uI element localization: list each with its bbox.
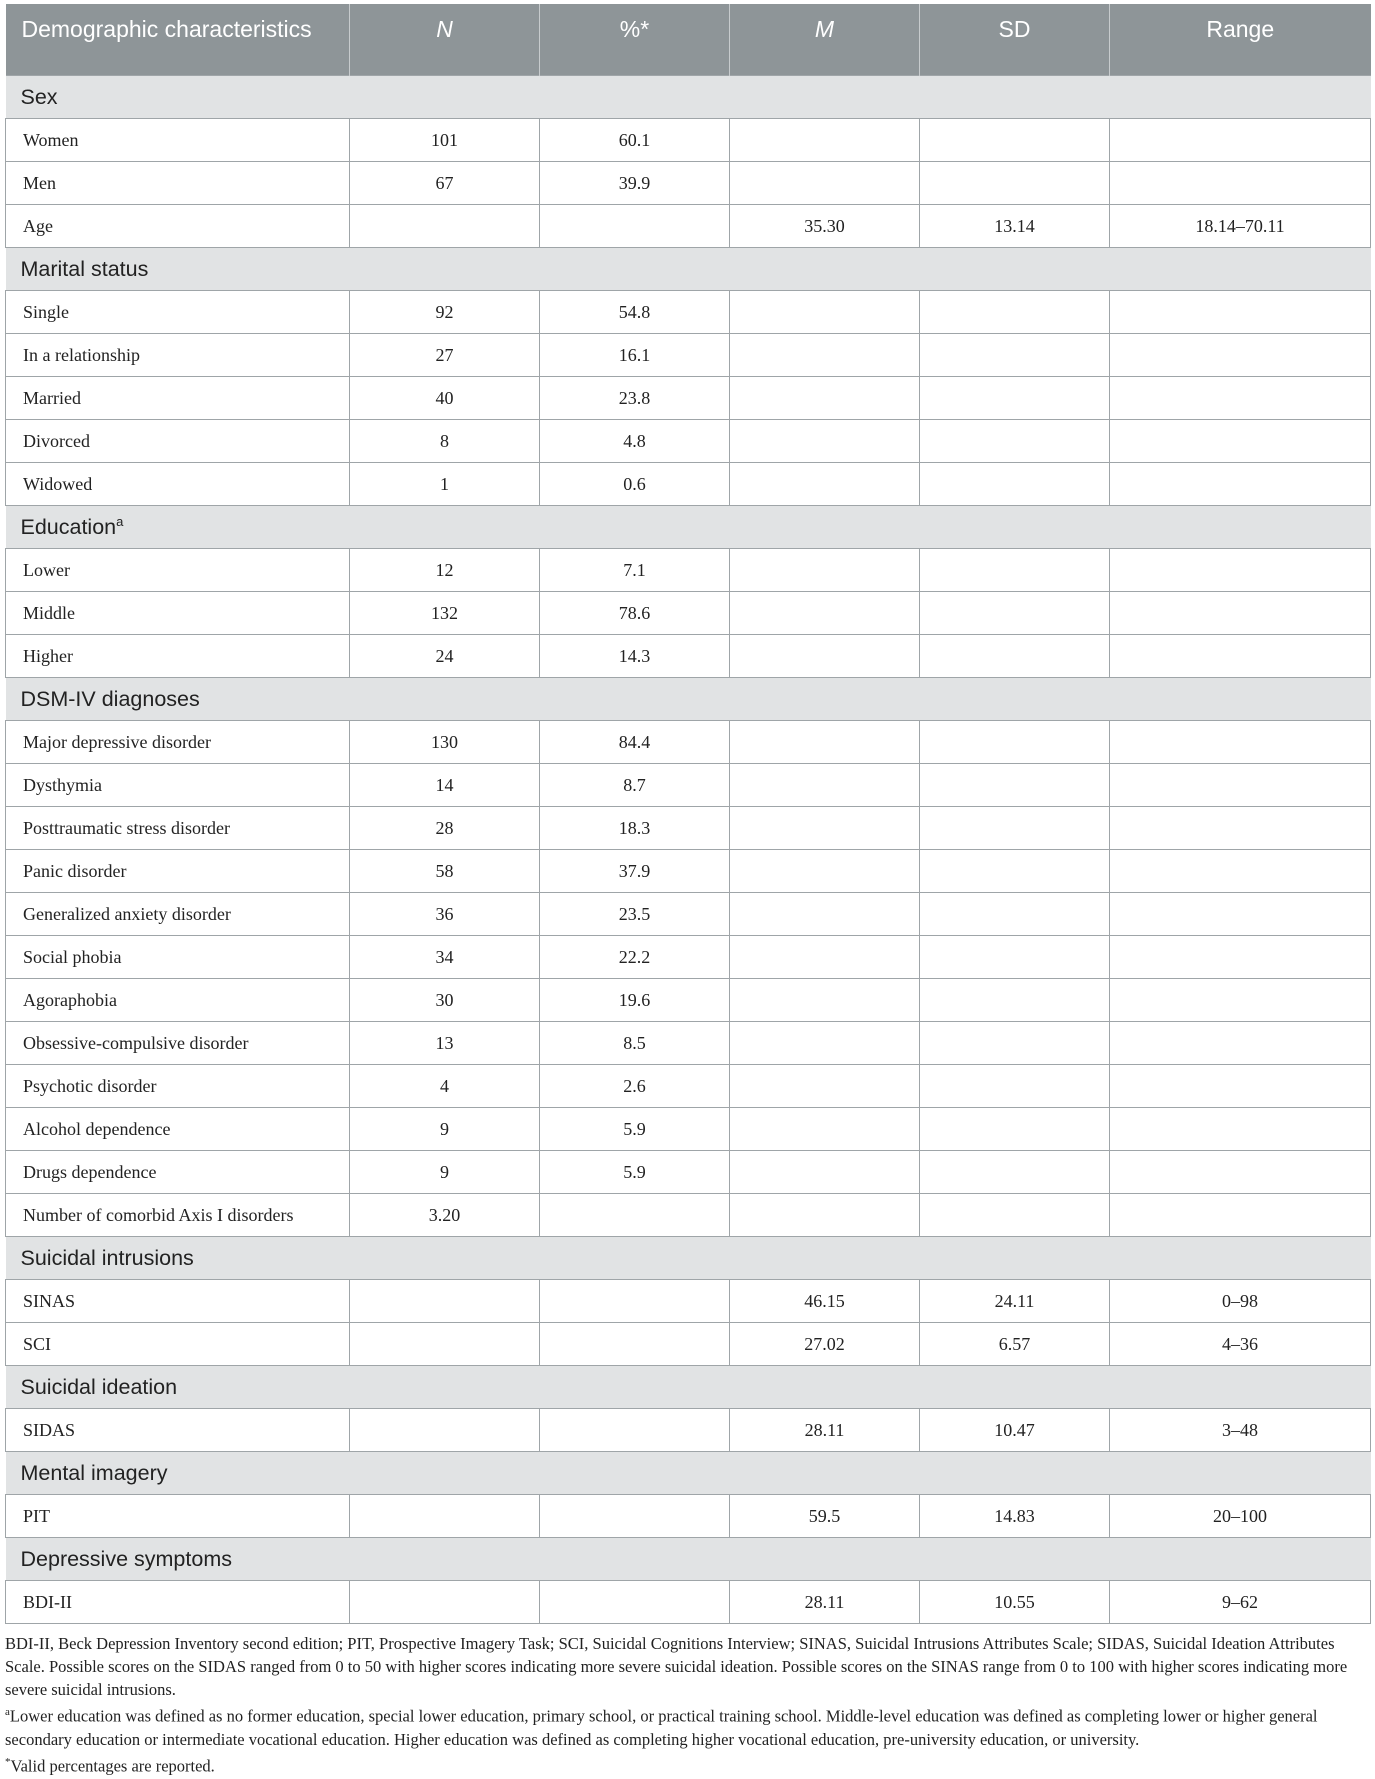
- cell-range: 20–100: [1110, 1495, 1371, 1538]
- cell-mean: [730, 119, 920, 162]
- cell-mean: 28.11: [730, 1409, 920, 1452]
- cell-mean: [730, 291, 920, 334]
- cell-sd: [920, 850, 1110, 893]
- cell-range: [1110, 721, 1371, 764]
- table-row: [6, 893, 1371, 936]
- cell-percent: [540, 205, 730, 248]
- cell-label: BDI-II: [6, 1581, 350, 1624]
- cell-range: [1110, 850, 1371, 893]
- cell-label: Men: [6, 162, 350, 205]
- section-title-text: Suicidal intrusions: [20, 1245, 194, 1270]
- cell-sd: [920, 119, 1110, 162]
- section-title: [6, 506, 1371, 549]
- cell-n: 24: [350, 635, 540, 678]
- cell-mean: [730, 850, 920, 893]
- cell-mean: [730, 764, 920, 807]
- cell-mean: [730, 979, 920, 1022]
- header-range: Range: [1110, 4, 1371, 76]
- cell-n: [350, 1581, 540, 1624]
- table-row: [6, 119, 1371, 162]
- cell-sd: [920, 420, 1110, 463]
- cell-n: 30: [350, 979, 540, 1022]
- cell-range: 0–98: [1110, 1280, 1371, 1323]
- section-title-text: Suicidal ideation: [20, 1374, 178, 1399]
- cell-label: Agoraphobia: [6, 979, 350, 1022]
- cell-n: 4: [350, 1065, 540, 1108]
- cell-range: [1110, 119, 1371, 162]
- cell-label: In a relationship: [6, 334, 350, 377]
- table-row: [6, 807, 1371, 850]
- cell-n: 130: [350, 721, 540, 764]
- cell-mean: 59.5: [730, 1495, 920, 1538]
- cell-n: 3.20: [350, 1194, 540, 1237]
- table-row: [6, 936, 1371, 979]
- section-header-row: [6, 76, 1371, 119]
- cell-sd: 24.11: [920, 1280, 1110, 1323]
- cell-sd: [920, 764, 1110, 807]
- cell-range: [1110, 893, 1371, 936]
- cell-label: Dysthymia: [6, 764, 350, 807]
- cell-mean: [730, 1022, 920, 1065]
- cell-percent: [540, 1280, 730, 1323]
- cell-mean: [730, 721, 920, 764]
- cell-sd: [920, 1065, 1110, 1108]
- cell-n: 1: [350, 463, 540, 506]
- section-title: [6, 1366, 1371, 1409]
- cell-sd: [920, 291, 1110, 334]
- cell-percent: 37.9: [540, 850, 730, 893]
- cell-label: Alcohol dependence: [6, 1108, 350, 1151]
- cell-label: Generalized anxiety disorder: [6, 893, 350, 936]
- cell-n: [350, 1323, 540, 1366]
- cell-label: Drugs dependence: [6, 1151, 350, 1194]
- table-row: [6, 1151, 1371, 1194]
- cell-range: [1110, 463, 1371, 506]
- cell-range: [1110, 377, 1371, 420]
- cell-label: PIT: [6, 1495, 350, 1538]
- cell-range: [1110, 635, 1371, 678]
- header-percent: %*: [540, 4, 730, 76]
- cell-percent: 8.5: [540, 1022, 730, 1065]
- footnote-marker: a: [116, 513, 124, 529]
- cell-range: 4–36: [1110, 1323, 1371, 1366]
- cell-percent: 5.9: [540, 1151, 730, 1194]
- cell-range: [1110, 549, 1371, 592]
- table-row: [6, 549, 1371, 592]
- note-star: [5, 1751, 1370, 1778]
- cell-percent: 23.8: [540, 377, 730, 420]
- cell-percent: 23.5: [540, 893, 730, 936]
- cell-n: 9: [350, 1151, 540, 1194]
- cell-mean: 27.02: [730, 1323, 920, 1366]
- cell-n: 40: [350, 377, 540, 420]
- cell-n: 12: [350, 549, 540, 592]
- cell-n: 34: [350, 936, 540, 979]
- table-row: [6, 764, 1371, 807]
- cell-mean: [730, 549, 920, 592]
- cell-percent: 5.9: [540, 1108, 730, 1151]
- cell-label: Lower: [6, 549, 350, 592]
- cell-n: [350, 1280, 540, 1323]
- cell-mean: [730, 592, 920, 635]
- cell-range: 9–62: [1110, 1581, 1371, 1624]
- cell-percent: 14.3: [540, 635, 730, 678]
- table-row: [6, 205, 1371, 248]
- cell-sd: [920, 162, 1110, 205]
- table-row: [6, 1065, 1371, 1108]
- section-title: [6, 76, 1371, 119]
- cell-range: [1110, 291, 1371, 334]
- cell-sd: [920, 936, 1110, 979]
- cell-sd: [920, 1108, 1110, 1151]
- cell-sd: [920, 463, 1110, 506]
- cell-range: [1110, 1194, 1371, 1237]
- cell-mean: [730, 377, 920, 420]
- cell-n: 28: [350, 807, 540, 850]
- cell-n: 92: [350, 291, 540, 334]
- section-header-row: [6, 678, 1371, 721]
- cell-percent: 78.6: [540, 592, 730, 635]
- section-title-text: Education: [20, 515, 117, 540]
- section-title-text: Mental imagery: [20, 1460, 168, 1485]
- cell-mean: [730, 1065, 920, 1108]
- cell-percent: [540, 1323, 730, 1366]
- cell-n: 36: [350, 893, 540, 936]
- cell-sd: 10.55: [920, 1581, 1110, 1624]
- note-star-text: Valid percentages are reported.: [10, 1756, 215, 1775]
- table-row: [6, 291, 1371, 334]
- cell-n: 13: [350, 1022, 540, 1065]
- cell-n: 14: [350, 764, 540, 807]
- note-a-marker: a: [5, 1706, 10, 1718]
- cell-mean: [730, 420, 920, 463]
- cell-percent: 22.2: [540, 936, 730, 979]
- table-row: [6, 463, 1371, 506]
- cell-percent: 54.8: [540, 291, 730, 334]
- cell-percent: [540, 1495, 730, 1538]
- section-title: [6, 1538, 1371, 1581]
- note-star-marker: *: [5, 1755, 11, 1768]
- cell-sd: [920, 549, 1110, 592]
- section-title: [6, 1237, 1371, 1280]
- cell-sd: [920, 334, 1110, 377]
- cell-label: Age: [6, 205, 350, 248]
- table-row: [6, 162, 1371, 205]
- table-body: [6, 76, 1371, 1624]
- cell-sd: [920, 592, 1110, 635]
- cell-mean: [730, 1151, 920, 1194]
- cell-sd: [920, 807, 1110, 850]
- cell-range: [1110, 162, 1371, 205]
- cell-n: 58: [350, 850, 540, 893]
- cell-range: [1110, 936, 1371, 979]
- cell-range: [1110, 1065, 1371, 1108]
- cell-range: [1110, 1022, 1371, 1065]
- cell-mean: [730, 893, 920, 936]
- cell-mean: [730, 1194, 920, 1237]
- table-row: [6, 1581, 1371, 1624]
- section-title-text: DSM-IV diagnoses: [20, 686, 200, 711]
- cell-range: [1110, 1151, 1371, 1194]
- section-header-row: [6, 1237, 1371, 1280]
- cell-mean: [730, 334, 920, 377]
- cell-sd: 6.57: [920, 1323, 1110, 1366]
- table-row: [6, 1280, 1371, 1323]
- cell-range: [1110, 979, 1371, 1022]
- cell-n: 67: [350, 162, 540, 205]
- table-row: [6, 979, 1371, 1022]
- cell-range: [1110, 807, 1371, 850]
- table-row: [6, 592, 1371, 635]
- cell-sd: [920, 635, 1110, 678]
- cell-label: Single: [6, 291, 350, 334]
- table-row: [6, 334, 1371, 377]
- cell-n: 9: [350, 1108, 540, 1151]
- cell-n: 101: [350, 119, 540, 162]
- table-row: [6, 1194, 1371, 1237]
- table-row: [6, 1323, 1371, 1366]
- cell-percent: 19.6: [540, 979, 730, 1022]
- cell-sd: 13.14: [920, 205, 1110, 248]
- cell-percent: 18.3: [540, 807, 730, 850]
- cell-percent: 7.1: [540, 549, 730, 592]
- cell-n: [350, 1409, 540, 1452]
- cell-percent: 0.6: [540, 463, 730, 506]
- section-header-row: [6, 1538, 1371, 1581]
- cell-sd: 14.83: [920, 1495, 1110, 1538]
- table-row: [6, 1108, 1371, 1151]
- cell-percent: 60.1: [540, 119, 730, 162]
- cell-sd: 10.47: [920, 1409, 1110, 1452]
- cell-n: [350, 1495, 540, 1538]
- cell-range: [1110, 592, 1371, 635]
- cell-mean: [730, 162, 920, 205]
- table-row: [6, 1022, 1371, 1065]
- table-row: [6, 377, 1371, 420]
- section-header-row: [6, 1366, 1371, 1409]
- cell-range: [1110, 420, 1371, 463]
- cell-percent: 39.9: [540, 162, 730, 205]
- cell-mean: [730, 635, 920, 678]
- demographics-table: [5, 4, 1371, 1624]
- cell-range: [1110, 1108, 1371, 1151]
- cell-mean: [730, 936, 920, 979]
- cell-percent: [540, 1581, 730, 1624]
- cell-label: Major depressive disorder: [6, 721, 350, 764]
- table-row: [6, 850, 1371, 893]
- cell-range: 3–48: [1110, 1409, 1371, 1452]
- table-row: [6, 1409, 1371, 1452]
- cell-percent: 4.8: [540, 420, 730, 463]
- header-row: [6, 4, 1371, 76]
- cell-label: SIDAS: [6, 1409, 350, 1452]
- cell-mean: [730, 463, 920, 506]
- section-header-row: [6, 1452, 1371, 1495]
- cell-label: Psychotic disorder: [6, 1065, 350, 1108]
- cell-label: Married: [6, 377, 350, 420]
- note-abbreviations: BDI-II, Beck Depression Inventory second edition; PIT, Prospective Imagery Task; SCI, Suicidal Cognitions Interview; SINAS, Suicidal Intrusions Attributes Scale; SIDAS, Suicidal Ideation Attributes Scale. Possible scores on the SIDAS ranged from 0 to 50 with higher scores indicating more severe suicidal ideation. Possible scores on the SINAS range from 0 to 100 with higher scores indicating more severe suicidal intrusions.: [5, 1634, 1348, 1699]
- cell-label: Divorced: [6, 420, 350, 463]
- table-page: [5, 4, 1370, 1777]
- header-n: N: [350, 4, 540, 76]
- cell-mean: 28.11: [730, 1581, 920, 1624]
- section-header-row: [6, 248, 1371, 291]
- section-title-text: Marital status: [20, 256, 149, 281]
- table-row: [6, 420, 1371, 463]
- cell-mean: [730, 1108, 920, 1151]
- cell-range: [1110, 334, 1371, 377]
- cell-n: 8: [350, 420, 540, 463]
- cell-sd: [920, 893, 1110, 936]
- header-sd: SD: [920, 4, 1110, 76]
- note-a: [5, 1701, 1370, 1751]
- cell-n: 27: [350, 334, 540, 377]
- section-title-text: Depressive symptoms: [20, 1546, 232, 1571]
- section-title: [6, 1452, 1371, 1495]
- section-title: [6, 678, 1371, 721]
- table-row: [6, 1495, 1371, 1538]
- table-row: [6, 721, 1371, 764]
- cell-percent: [540, 1194, 730, 1237]
- table-notes: [5, 1632, 1370, 1777]
- cell-mean: [730, 807, 920, 850]
- cell-sd: [920, 721, 1110, 764]
- section-title: [6, 248, 1371, 291]
- header-m: M: [730, 4, 920, 76]
- cell-sd: [920, 1151, 1110, 1194]
- cell-percent: 8.7: [540, 764, 730, 807]
- cell-sd: [920, 979, 1110, 1022]
- cell-percent: 16.1: [540, 334, 730, 377]
- cell-label: Women: [6, 119, 350, 162]
- cell-n: [350, 205, 540, 248]
- cell-percent: [540, 1409, 730, 1452]
- note-a-text: Lower education was defined as no former education, special lower education, primary school, or practical training school. Middle-level education was defined as completing lower or higher general secondary education or intermediate vocational education. Higher education was defined as completing higher vocational education, pre-university education, or university.: [5, 1706, 1318, 1749]
- cell-mean: 35.30: [730, 205, 920, 248]
- cell-percent: 2.6: [540, 1065, 730, 1108]
- cell-percent: 84.4: [540, 721, 730, 764]
- header-demographic: Demographic characteristics: [6, 4, 350, 76]
- cell-label: Social phobia: [6, 936, 350, 979]
- cell-label: Middle: [6, 592, 350, 635]
- cell-label: Widowed: [6, 463, 350, 506]
- cell-label: Posttraumatic stress disorder: [6, 807, 350, 850]
- cell-label: Higher: [6, 635, 350, 678]
- section-header-row: [6, 506, 1371, 549]
- cell-label: SINAS: [6, 1280, 350, 1323]
- cell-n: 132: [350, 592, 540, 635]
- cell-label: Panic disorder: [6, 850, 350, 893]
- cell-label: Obsessive-compulsive disorder: [6, 1022, 350, 1065]
- cell-range: [1110, 764, 1371, 807]
- cell-label: Number of comorbid Axis I disorders: [6, 1194, 350, 1237]
- cell-sd: [920, 1022, 1110, 1065]
- table-row: [6, 635, 1371, 678]
- cell-range: 18.14–70.11: [1110, 205, 1371, 248]
- cell-sd: [920, 1194, 1110, 1237]
- section-title-text: Sex: [20, 84, 58, 109]
- cell-mean: 46.15: [730, 1280, 920, 1323]
- cell-label: SCI: [6, 1323, 350, 1366]
- cell-sd: [920, 377, 1110, 420]
